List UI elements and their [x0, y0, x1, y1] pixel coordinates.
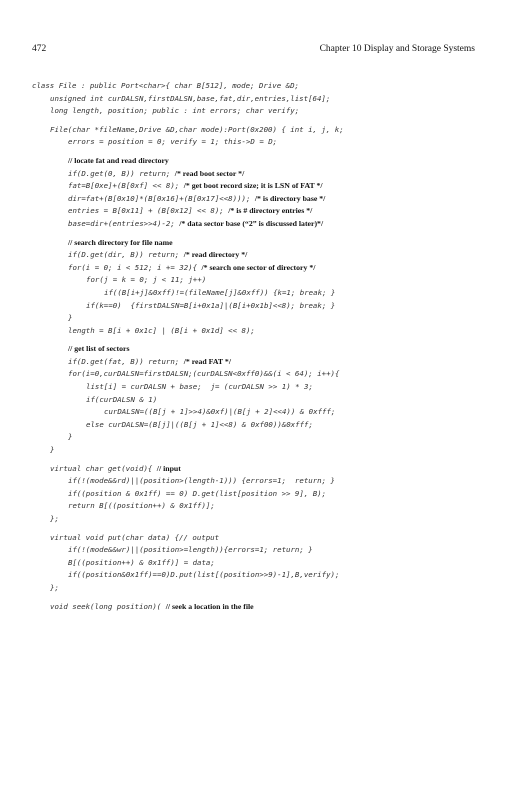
code-text: list[i] = curDALSN + base; j= (curDALSN >> 1) * 3;: [86, 382, 313, 392]
code-text: };: [50, 582, 59, 592]
code-text: length = B[i + 0x1c] | (B[i + 0x1d] << 8);: [68, 325, 255, 335]
code-comment: /* read boot sector */: [174, 168, 245, 178]
code-text: unsigned int curDALSN,firstDALSN,base,fat,dir,entries,list[64];: [50, 93, 331, 103]
code-comment: // locate fat and read directory: [68, 155, 169, 165]
code-line: [32, 272, 493, 285]
code-line: [32, 542, 493, 555]
code-line: [32, 486, 493, 499]
code-line: [32, 78, 493, 91]
code-text: if((B[i+j]&0xff)!=(fileName[j]&0xff)) {k=1; break; }: [104, 287, 336, 297]
code-line: [32, 203, 493, 216]
chapter-title: Chapter 10 Display and Storage Systems: [319, 44, 475, 54]
code-line: [32, 103, 493, 116]
code-text: for(i=0,curDALSN=firstDALSN;(curDALSN<0xff0)&&(i < 64); i++){: [68, 369, 340, 379]
code-line: [32, 285, 493, 298]
code-text: }: [68, 313, 73, 323]
code-text: };: [50, 514, 59, 523]
code-line: [32, 417, 493, 430]
code-text: if(D.get(fat, B)) return;: [68, 356, 184, 366]
page-number: 472: [32, 44, 47, 54]
code-line: [32, 341, 493, 354]
code-line: [32, 323, 493, 336]
code-text: B[((position++) & 0x1ff)] = data;: [68, 557, 215, 567]
code-line: [32, 298, 493, 311]
code-line: [32, 260, 493, 273]
code-text: }: [68, 432, 73, 442]
page-header: [32, 44, 475, 58]
code-text: if((position & 0x1ff) == 0) D.get(list[position >> 9], B);: [68, 488, 327, 498]
code-text: entries = B[0x11] + (B[0x12] << 8);: [68, 206, 229, 216]
code-text: dir=fat+(B[0x10]*(B[0x16]+(B[0x17]<<8)));: [68, 193, 255, 203]
code-line: [32, 235, 493, 248]
code-line: [32, 379, 493, 392]
code-text: base=dir+(entries>>4)-2;: [68, 218, 180, 228]
code-text: class File : public Port<char>{ char B[512], mode; Drive &D;: [32, 81, 299, 90]
code-text: curDALSN=((B[j + 1]>>4)&0xf)|(B[j + 2]<<4)) & 0xfff;: [104, 407, 336, 417]
code-comment: // search directory for file name: [68, 237, 173, 247]
code-comment: /* search one sector of directory */: [201, 262, 316, 272]
code-text: long length, position; public : int errors; char verify;: [50, 106, 300, 116]
code-text: if(D.get(dir, B)) return;: [68, 250, 184, 260]
code-line: [32, 442, 493, 455]
code-line: [32, 473, 493, 486]
code-text: for(j = k = 0; j < 11; j++): [86, 275, 207, 285]
code-line: [32, 216, 493, 229]
code-comment: /* read FAT */: [183, 356, 231, 366]
code-line: [32, 354, 493, 367]
code-comment: // seek a location in the file: [165, 601, 254, 611]
code-line: [32, 134, 493, 147]
code-text: if((position&0x1ff)==0)D.put(list[(position>>9)-1],B,verify);: [68, 570, 340, 580]
code-listing: [32, 78, 493, 611]
code-text: fat=B[0xe]+(B[0xf] << 8);: [68, 181, 184, 191]
code-line: [32, 511, 493, 524]
code-text: errors = position = 0; verify = 1; this->D = D;: [68, 137, 278, 147]
code-text: File(char *fileName,Drive &D,char mode):Port(0x200) { int i, j, k;: [50, 124, 344, 134]
code-line: [32, 599, 493, 612]
code-text: if(!(mode&&rd)||(position>(length-1))) {errors=1; return; }: [68, 476, 335, 486]
code-line: [32, 191, 493, 204]
code-line: [32, 461, 493, 474]
code-line: [32, 247, 493, 260]
code-text: else curDALSN=(B[j]|((B[j + 1]<<8) & 0xf00))&0xfff;: [86, 419, 313, 429]
code-line: [32, 530, 493, 543]
code-comment: /* read directory */: [183, 250, 248, 260]
code-comment: /* is directory base */: [254, 193, 326, 203]
code-text: if(D.get(0, B)) return;: [68, 168, 175, 178]
code-line: [32, 429, 493, 442]
code-line: [32, 178, 493, 191]
code-text: return B[((position++) & 0x1ff)];: [68, 501, 215, 511]
code-line: [32, 153, 493, 166]
code-text: void seek(long position)(: [50, 601, 166, 611]
code-line: [32, 166, 493, 179]
code-text: if(k==0) {firstDALSN=B[i+0x1a]|(B[i+0x1b]<<8); break; }: [86, 300, 336, 310]
code-text: if(curDALSN & 1): [86, 394, 158, 404]
code-line: [32, 366, 493, 379]
code-line: [32, 555, 493, 568]
code-text: for(i = 0; i < 512; i += 32){: [68, 262, 202, 272]
code-comment: // get list of sectors: [68, 344, 130, 354]
code-line: [32, 310, 493, 323]
code-line: [32, 91, 493, 104]
code-comment: /* get boot record size; it is LSN of FAT */: [183, 181, 323, 191]
code-line: [32, 567, 493, 580]
code-line: [32, 404, 493, 417]
code-comment: /* is # directory entries */: [228, 206, 313, 216]
code-text: virtual void put(char data) {// output: [50, 532, 220, 542]
code-line: [32, 580, 493, 593]
code-comment: /* data sector base (“2” is discussed later)*/: [179, 218, 324, 228]
code-line: [32, 122, 493, 135]
code-text: virtual char get(void){: [50, 463, 157, 473]
code-line: [32, 392, 493, 405]
code-line: [32, 498, 493, 511]
code-text: }: [50, 445, 55, 455]
code-text: if(!(mode&&wr)||(position>=length)){errors=1; return; }: [68, 545, 313, 555]
code-comment: // input: [156, 463, 181, 473]
